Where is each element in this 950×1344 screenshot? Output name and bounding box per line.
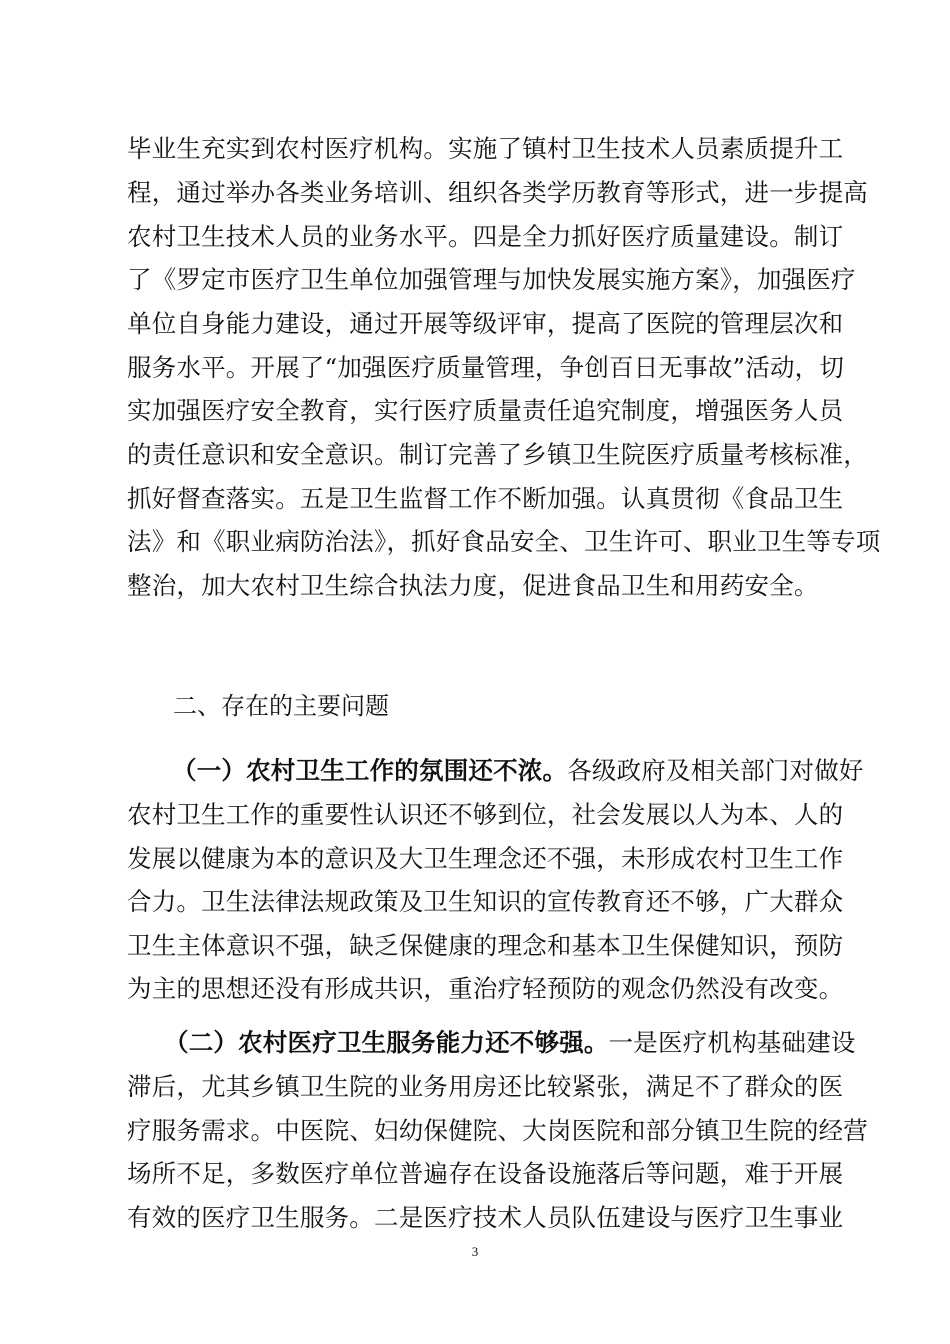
text-line: 有效的医疗卫生服务。二是医疗技术人员队伍建设与医疗卫生事业 xyxy=(127,1203,844,1232)
page-number: 3 xyxy=(471,1244,479,1259)
text-line: 的责任意识和安全意识。制订完善了乡镇卫生院医疗质量考核标准， xyxy=(127,440,868,469)
text-line: 毕业生充实到农村医疗机构。实施了镇村卫生技术人员素质提升工 xyxy=(127,134,844,163)
text-line: 实加强医疗安全教育，实行医疗质量责任追究制度，增强医务人员 xyxy=(127,396,844,425)
text-line: 整治，加大农村卫生综合执法力度，促进食品卫生和用药安全。 xyxy=(127,571,819,600)
section-heading: 二、存在的主要问题 xyxy=(173,692,389,720)
text-line xyxy=(172,753,864,789)
text-line: 农村卫生技术人员的业务水平。四是全力抓好医疗质量建设。制订 xyxy=(127,222,844,251)
text-line: 疗服务需求。中医院、妇幼保健院、大岗医院和部分镇卫生院的经营 xyxy=(127,1116,868,1145)
paragraph-lead: （二）农村医疗卫生服务能力还不够强。 xyxy=(164,1028,609,1057)
text-line: 服务水平。开展了“加强医疗质量管理，争创百日无事故”活动，切 xyxy=(127,353,845,382)
text-line: 抓好督查落实。五是卫生监督工作不断加强。认真贯彻《食品卫生 xyxy=(127,484,844,513)
text-span: 各级政府及相关部门对做好 xyxy=(567,756,864,785)
text-line: 法》和《职业病防治法》，抓好食品安全、卫生许可、职业卫生等专项 xyxy=(127,527,881,556)
text-line: 合力。卫生法律法规政策及卫生知识的宣传教育还不够，广大群众 xyxy=(127,887,844,916)
text-line: 程，通过举办各类业务培训、组织各类学历教育等形式，进一步提高 xyxy=(127,178,868,207)
text-line: 场所不足，多数医疗单位普遍存在设备设施落后等问题，难于开展 xyxy=(127,1159,844,1188)
text-line: 单位自身能力建设，通过开展等级评审，提高了医院的管理层次和 xyxy=(127,309,844,338)
text-line: 发展以健康为本的意识及大卫生理念还不强，未形成农村卫生工作 xyxy=(127,844,844,873)
text-line: 滞后，尤其乡镇卫生院的业务用房还比较紧张，满足不了群众的医 xyxy=(127,1072,844,1101)
text-line: 了《罗定市医疗卫生单位加强管理与加快发展实施方案》，加强医疗 xyxy=(127,265,856,294)
text-line: 卫生主体意识不强，缺乏保健康的理念和基本卫生保健知识，预防 xyxy=(127,931,844,960)
text-span: 一是医疗机构基础建设 xyxy=(608,1028,856,1057)
paragraph-lead: （一）农村卫生工作的氛围还不浓。 xyxy=(172,756,568,785)
text-line: 为主的思想还没有形成共识，重治疗轻预防的观念仍然没有改变。 xyxy=(127,974,844,1003)
text-line xyxy=(164,1025,856,1061)
text-line: 农村卫生工作的重要性认识还不够到位，社会发展以人为本、人的 xyxy=(127,800,844,829)
